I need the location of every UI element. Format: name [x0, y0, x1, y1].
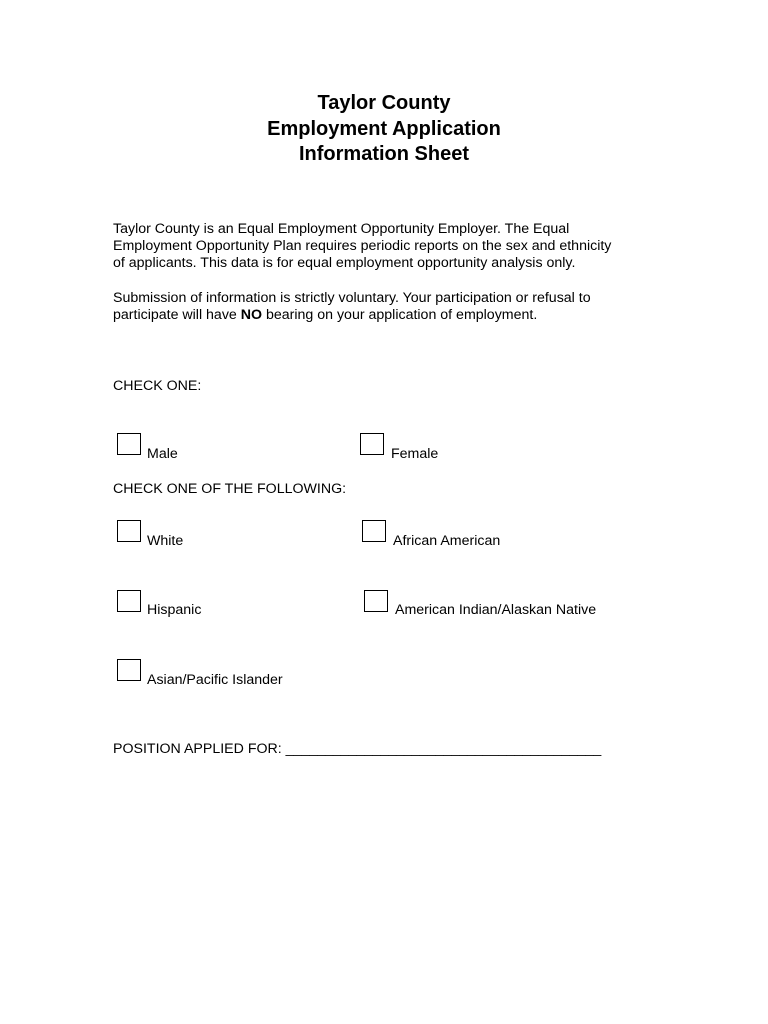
eeo-statement-line: Employment Opportunity Plan requires periodic reports on the sex and ethnicity — [113, 238, 612, 254]
female-label: Female — [391, 446, 439, 462]
position-applied-row — [113, 741, 601, 758]
white-checkbox[interactable] — [117, 520, 141, 542]
asian-pacific-islander-checkbox[interactable] — [117, 659, 141, 681]
male-label: Male — [147, 446, 178, 462]
eeo-statement-paragraph — [113, 221, 658, 272]
page-title — [0, 91, 768, 168]
white-label: White — [147, 533, 184, 549]
american-indian-alaskan-native-label: American Indian/Alaskan Native — [395, 602, 597, 618]
eeo-statement-line: Taylor County is an Equal Employment Opportunity Employer. The Equal — [113, 221, 570, 237]
asian-pacific-islander-label: Asian/Pacific Islander — [147, 672, 283, 688]
title-line-county: Taylor County — [317, 92, 451, 114]
hispanic-checkbox[interactable] — [117, 590, 141, 612]
hispanic-label: Hispanic — [147, 602, 202, 618]
sex-section-heading: CHECK ONE: — [113, 378, 202, 394]
voluntary-emphasis: NO — [240, 307, 263, 323]
african-american-checkbox[interactable] — [362, 520, 386, 542]
title-line-application: Employment Application — [267, 117, 501, 140]
american-indian-alaskan-native-checkbox[interactable] — [364, 590, 388, 612]
voluntary-notice-line — [113, 307, 658, 324]
male-checkbox[interactable] — [117, 433, 141, 455]
position-applied-blank[interactable]: ________________________________________ — [285, 741, 602, 757]
position-applied-label: POSITION APPLIED FOR: — [113, 741, 282, 757]
ethnicity-section-heading: CHECK ONE OF THE FOLLOWING: — [113, 481, 347, 497]
eeo-statement-line: of applicants. This data is for equal employment opportunity analysis only. — [113, 255, 576, 271]
title-line-sheet: Information Sheet — [298, 143, 469, 165]
voluntary-text: bearing on your application of employment. — [262, 307, 538, 323]
african-american-label: African American — [393, 533, 501, 549]
voluntary-notice-paragraph — [113, 290, 658, 324]
voluntary-notice-line: Submission of information is strictly voluntary. Your participation or refusal to — [113, 290, 591, 306]
female-checkbox[interactable] — [360, 433, 384, 455]
voluntary-text: participate will have — [113, 307, 241, 323]
